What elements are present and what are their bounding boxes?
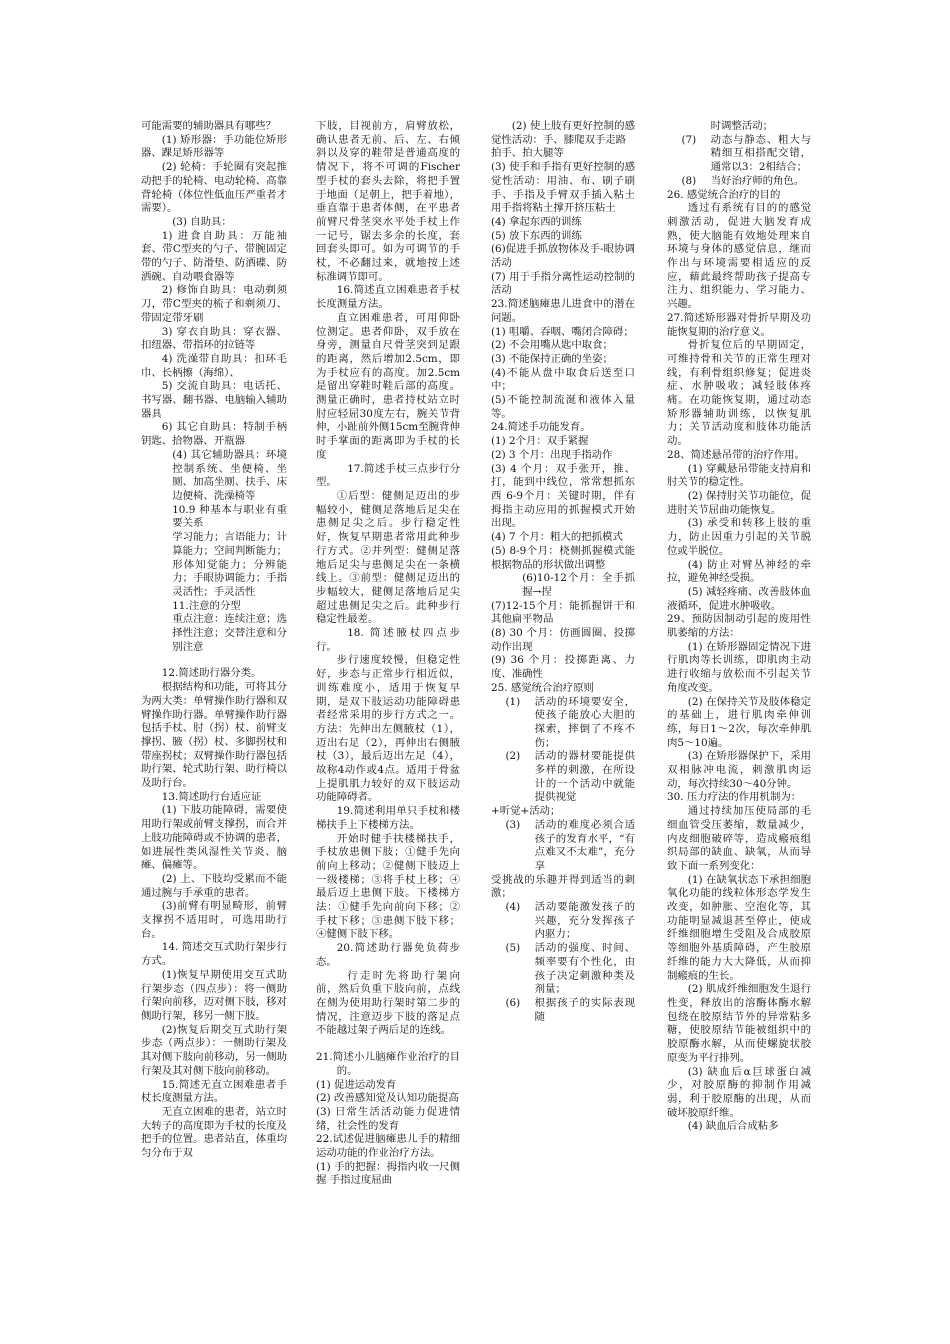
list-item: (1) 手的把握：拇指内收一尺侧握 手指过度屈曲 (316, 1160, 460, 1187)
item-number: (4) (505, 901, 521, 914)
list-item: (2) 不会用嘴从匙中取食； (491, 339, 613, 352)
item-number: (5) (505, 942, 521, 955)
list-item: (1) 在缺氧状态下承担细胞氧化功能的线粒体形态学发生改变，如肿胀、空泡化等，其功能明显减退甚至停止，使成纤维细胞增生受阻及合成胶原等细胞外基质障碍，产生胶原纤维的能力大大降低，从而抑制瘢痕的生长。 (667, 873, 811, 982)
paragraph: (3) 自助具： (172, 215, 232, 228)
section-heading: 16.简述直立困难患者手杖长度测量方法。 (316, 284, 460, 311)
paragraph: 重点注意：连续注意；选择性注意；交替注意和分别注意 (172, 613, 287, 653)
item-text: 活动的强度、时间、频率要有个性化，由孩子决定刺激种类及剂量； (534, 942, 635, 996)
paragraph: 6) 其它自助具：特制手柄钥匙、拾物器、开瓶器 (141, 421, 287, 448)
paragraph: (3)前臂有明显畸形，前臂支撑拐不适用时，可选用助行台。 (141, 900, 287, 940)
list-item: (1) 2个月：双手紧握 (491, 435, 589, 448)
paragraph: 步行速度较慢，但稳定性好，步态与正常步行相近似，训练难度小，适用于恢复早期，是双下肢运动功能障碍患者经常采用的步行方式之一。方法：先伸出左侧腋杖（1），迈出右足（2），再伸出右侧腋杖（3），最后迈出左足（4），故称4动作或4点。适用于骨盆上提肌肌力较好的双下肢运动功能障碍者。 (316, 654, 460, 804)
paragraph: 通过持续加压使局部的毛细血管受压萎缩，数量减少，内皮细胞破碎等，造成瘢痕组织局部的缺血、缺氧，从而导致下面一系列变化： (667, 805, 811, 872)
paragraph: (4) 其它辅助器具：环境控制系统、坐便椅、坐厕、加高坐厕、扶手、床边便椅、洗澡椅等 (172, 448, 287, 502)
numbered-item (491, 819, 635, 874)
continuation-text: 受挑战的乐趣并得到适当的刺激； (491, 873, 635, 900)
paragraph: 1) 进食自助具：万能袖套、带C型夹的勺子、带腕固定带的勺子、防滑垫、防洒碟、防洒碗、自动喂食器等 (141, 229, 287, 283)
section-heading: 17.简述手杖三点步行分型。 (316, 462, 460, 489)
paragraph: 骨折复位后的早期固定，可维持骨和关节的正常生理对线，有利骨组织修复；促进炎症、水肿吸收；减轻肢体疼痛。在功能恢复期，通过动态矫形器辅助训练，以恢复肌力；关节活动度和肢体功能活动。 (667, 339, 811, 448)
section-heading: 28、简述悬吊带的治疗作用。 (667, 448, 805, 461)
paragraph: (2) 轮椅：手轮圈有突起推动把手的轮椅、电动轮椅、高靠背轮椅（体位性低血压严重者才需要）。 (141, 161, 287, 215)
item-number: (1) (505, 695, 521, 708)
numbered-item (667, 134, 811, 175)
numbered-item (491, 942, 635, 997)
paragraph: 4) 洗澡带自助具：扣环毛巾、长柄擦（海绵）、 (141, 352, 287, 379)
paragraph: 5) 交流自助具：电话托、书写器、翻书器、电脑输入辅助器具 (141, 380, 287, 420)
section-heading: 27.简述矫形器对骨折早期及功能恢复期的治疗意义。 (667, 311, 811, 338)
list-item: (5) 放下东西的训练 (491, 229, 582, 242)
list-item: (3) 4 个月：双手张开，推、打，能到中线位，常常想抓东西 6-9个月：关键时期，伴有拇指主动应用的抓握模式开始出现。 (491, 462, 635, 530)
paragraph: 学习能力；言语能力；计算能力；空间判断能力；形体知觉能力；分辨能力；手眼协调能力；手指灵活性；手灵活性 (172, 531, 287, 598)
item-text: 活动的器材要能提供多样的刺激，在所设计的一个活动中就能提供视觉 (534, 750, 635, 804)
list-item: 拍手、拍大腿等 (491, 147, 564, 160)
list-item: (1) 在矫形器固定情况下进行肌肉等长训练，即肌肉主动进行收缩与放松而不引起关节角度改变。 (667, 640, 811, 694)
text-column-2 (316, 120, 464, 1304)
list-item: (4) 7 个月：粗大的把抓模式 (491, 531, 623, 544)
paragraph: 无直立困难的患者，站立时大转子的高度即为手杖的长度及把手的位置。患者站直，体重均匀分布于双 (141, 1105, 287, 1160)
paragraph: (2) 上、下肢均受累而不能通过腕与手承重的患者。 (141, 872, 287, 899)
list-item: (3) 不能保持正确的坐姿； (491, 352, 613, 365)
paragraph: 透过有系统有目的的感觉刺激活动，促进大脑发育成熟，使大脑能有效地处理来自环境与身体的感觉信息，继而作出与环境需要相适应的反应，藉此最终帮助孩子提高专注力、组织能力、学习能力、兴趣。 (667, 202, 811, 311)
list-item: (4)不能从盘中取食后送至口中； (491, 366, 635, 393)
text-column-1 (141, 120, 287, 1304)
item-text: 动态与静态、粗大与精细互相搭配交错，通常以3：2相结合； (710, 133, 811, 174)
section-heading: 26. 感觉统合治疗的目的 (667, 188, 781, 201)
paragraph: (1) 下肢功能障碍，需要使用助行架或前臂支撑拐，而合并上肢功能障碍或不协调的患者，如进展性类风湿性关节炎、脑瘫、偏瘫等。 (141, 804, 287, 872)
list-item: (1) 咀嚼、吞咽、嘴闭合障碍； (491, 325, 634, 338)
section-heading: 11.注意的分型 (172, 599, 241, 612)
paragraph: ①后型：健侧足迈出的步幅较小，健侧足落地后足尖在患侧足尖之后。步行稳定性好，恢复早期患者常用此种步行方式。②并列型：健侧足落地后足尖与患侧足尖在一条横线上。③前型：健侧足迈出的步幅较大，健侧足落地后足尖超过患侧足尖之后。此种步行稳定性最差。 (316, 489, 460, 626)
list-item: (7)12-15个月：能抓握饼干和其他扁平物品 (491, 599, 635, 626)
list-item: (7) 用于手指分离性运动控制的活动 (491, 270, 635, 297)
section-heading: 22.试述促进脑瘫患儿手的精细运动功能的作业治疗方法。 (316, 1133, 460, 1160)
continuation-text: 时调整活动； (710, 120, 774, 132)
list-item: (2) 3 个月：出现手指动作 (491, 448, 613, 461)
list-item: (2) 保持肘关节功能位，促进肘关节屈曲功能恢复。 (667, 489, 811, 516)
section-heading: 13.简述助行台适应证 (161, 790, 262, 803)
paragraph: (2)恢复后期交互式助行架步态（两点步）：一侧助行架及其对侧下肢向前移动，另一侧助行架及其对侧下肢向前移动。 (141, 1023, 287, 1077)
list-item: (3) 缺血后α巨球蛋白减少，对胶原酶的抑制作用减弱，利于胶原酶的出现，从而破坏胶原纤维。 (667, 1065, 811, 1119)
list-item: (5)不能控制流涎和液体入量等。 (491, 394, 635, 420)
section-heading: 18. 简述腋杖四点步行。 (316, 627, 460, 653)
list-item: (2) 使上肢有更好控制的感觉性活动：手、膝爬双手走路 (491, 120, 635, 146)
list-item: (4) 防止对臂丛神经的牵拉，避免神经受损。 (667, 558, 811, 585)
section-heading: 19.简述利用单只手杖和楼梯扶手上下楼梯方法。 (316, 805, 460, 831)
list-item: (9) 36 个月：投掷距离、力度、准确性 (491, 654, 635, 681)
numbered-item (491, 750, 635, 805)
list-item: (1) 促进运动发育 (316, 1078, 397, 1091)
paragraph: 3) 穿衣自助具：穿衣器、扣纽器、带指环的拉链等 (141, 325, 287, 352)
item-number: (8) (681, 174, 697, 187)
section-heading: 20.简述助行器免负荷步态。 (316, 942, 460, 968)
paragraph: 下肢，目视前方，肩臂放松，确认患者无前、后、左、右倾斜以及穿的鞋带是普通高度的情况下，将不可调的Fischer 型手杖的套头去除，将把手置于地面（足朝上，把手着地），垂直靠于患者体侧，在平患者前臂尺骨茎突水平处手杖上作一记号，锯去多余的长度，套回套头即可。如为可调节的手杖，不必翻过来，就地按上述标准调节即可。 (316, 120, 464, 283)
paragraph: 行走时先将助行架向前，然后负重下肢向前，点线在侧为使用助行架时第二步的情况，注意迈步下肢的落足点不能越过架子两后足的连线。 (316, 969, 460, 1037)
paragraph: 直立困难患者，可用仰卧位测定。患者仰卧，双手放在身旁，测量自尺骨茎突到足跟的距离，然后增加2.5cm，即为手杖应有的高度。加2.5cm是留出穿鞋时鞋后部的高度。测量正确时，患者持杖站立时肘应轻屈30度左右，腕关节背伸，小趾前外侧15cm至腕背伸时手掌面的距离即为手杖的长度 (316, 311, 460, 461)
item-number: (2) (505, 750, 521, 763)
numbered-item (491, 901, 635, 942)
item-number: (7) (681, 133, 697, 146)
item-text: 当好治疗师的角色。 (710, 174, 805, 187)
paragraph: (1) 矫形器：手功能位矫形器、踝足矫形器等 (141, 133, 287, 160)
item-number: (3) (505, 818, 521, 831)
section-heading: 24.简述手功能发育。 (491, 421, 591, 434)
item-text: 根据孩子的实际表现随 (534, 997, 635, 1023)
section-heading: 23.简述脑瘫患儿进食中的潜在问题。 (491, 298, 635, 324)
list-item: (4) 拿起东西的训练 (491, 215, 582, 228)
list-item: (6)促进手抓放物体及手-眼协调活动 (491, 243, 635, 270)
list-item: (1) 穿戴悬吊带能支持肩和肘关节的稳定性。 (667, 462, 811, 489)
paragraph: 开始时健手扶楼梯扶手，手杖放患侧下肢；①健手先向前向上移动；②健侧下肢迈上一级楼梯；③将手杖上移；④最后迈上患侧下肢。下楼梯方法：①健手先向前向下移；②手杖下移；③患侧下肢下移；④健侧下肢下移。 (316, 832, 460, 941)
list-item: (4) 缺血后合成粘多 (687, 1120, 779, 1133)
paragraph: 2) 修饰自助具：电动剃须刀，带C型夹的梳子和剃须刀、带固定带牙刷 (141, 284, 287, 324)
list-item: (5) 8-9个月：桡侧抓握模式能根据物品的形状做出调整 (491, 544, 635, 571)
item-text: 活动的难度必须合适孩子的发育水平，“有点难又不太难”，充分享 (534, 818, 635, 872)
numbered-item (667, 175, 811, 189)
spacer (141, 654, 287, 667)
section-heading: 29、预防因制动引起的废用性肌萎缩的方法： (667, 613, 811, 640)
list-item: (6)10-12个月：全手抓握→捏 (522, 572, 635, 598)
list-item: (3) 日常生活活动能力促进情绪，社会性的发育 (316, 1105, 460, 1132)
list-item: (3) 使手和手指有更好控制的感觉性活动：用油、布、刷子刷手、手指及手臂双手插入粘土用手指将粘土撑开挤压粘土 (491, 161, 635, 215)
text-column-4 (667, 120, 811, 1304)
section-heading: 21.简述小儿脑瘫作业治疗的目的。 (316, 1051, 460, 1077)
numbered-item (491, 696, 635, 751)
section-heading: 25. 感觉统合治疗原则 (491, 681, 594, 694)
section-heading: 12.简述助行器分类。 (161, 667, 262, 680)
section-heading: 10.9 种基本与职业有重要关系 (172, 503, 287, 530)
paragraph: (1)恢复早期使用交互式助行架步态（四点步）：将一侧助行架向前移，迈对侧下肢，移对侧助行架，移另一侧下肢。 (141, 968, 287, 1022)
item-text: 活动的环境要安全，使孩子能放心大胆的探索，摔倒了不疼不伤； (534, 695, 635, 749)
item-text: 活动要能激发孩子的兴趣，充分发挥孩子内驱力； (534, 901, 635, 941)
section-heading: 14. 简述交互式助行架步行方式。 (141, 941, 287, 968)
section-heading: 30. 压力疗法的作用机制为： (667, 791, 802, 804)
list-item: (5) 减轻疼痛、改善肢体血液循环，促进水肿吸收。 (667, 585, 811, 612)
list-item: (2) 在保持关节及肢体稳定的基础上，进行肌肉牵伸训练，每日1～2次，每次牵伸肌肉5～10遍。 (667, 695, 811, 749)
list-item: (3) 在矫形器保护下，采用双相脉冲电流，刺激肌肉运动，每次持续30～40分钟。 (667, 750, 811, 790)
list-item: (8) 30 个月：仿画圆圈、投掷动作出现 (491, 627, 635, 653)
list-item: (2) 改善感知觉及认知功能提高 (316, 1092, 459, 1105)
numbered-item (491, 997, 635, 1024)
item-number: (6) (505, 997, 521, 1009)
list-item: (2) 肌成纤维细胞发生退行性变，释放出的溶酶体酶水解包绕在胶原结节外的异常粘多糖，使胶原结节能被组织中的胶原酶水解，从而使螺旋状胶原变为平行排列。 (667, 983, 811, 1064)
continuation-text: +听觉+活动； (491, 805, 561, 818)
paragraph: 根据结构和功能，可将其分为两大类：单臂操作助行器和双臂操作助行器。单臂操作助行器包括手杖、肘（拐）杖、前臂支撑拐、腋（拐）杖、多脚拐杖和带座拐杖；双臂操作助行器包括助行架、轮式助行架、助行椅以及助行台。 (141, 681, 287, 790)
section-heading: 15.简述无直立困难患者手杖长度测量方法。 (141, 1078, 287, 1105)
paragraph: 可能需要的辅助器具有哪些？ (141, 120, 277, 132)
text-column-3 (491, 120, 635, 1304)
spacer (316, 1038, 460, 1051)
list-item: (3) 承受和转移上肢的重力，防止因重力引起的关节脱位或半脱位。 (667, 517, 811, 557)
